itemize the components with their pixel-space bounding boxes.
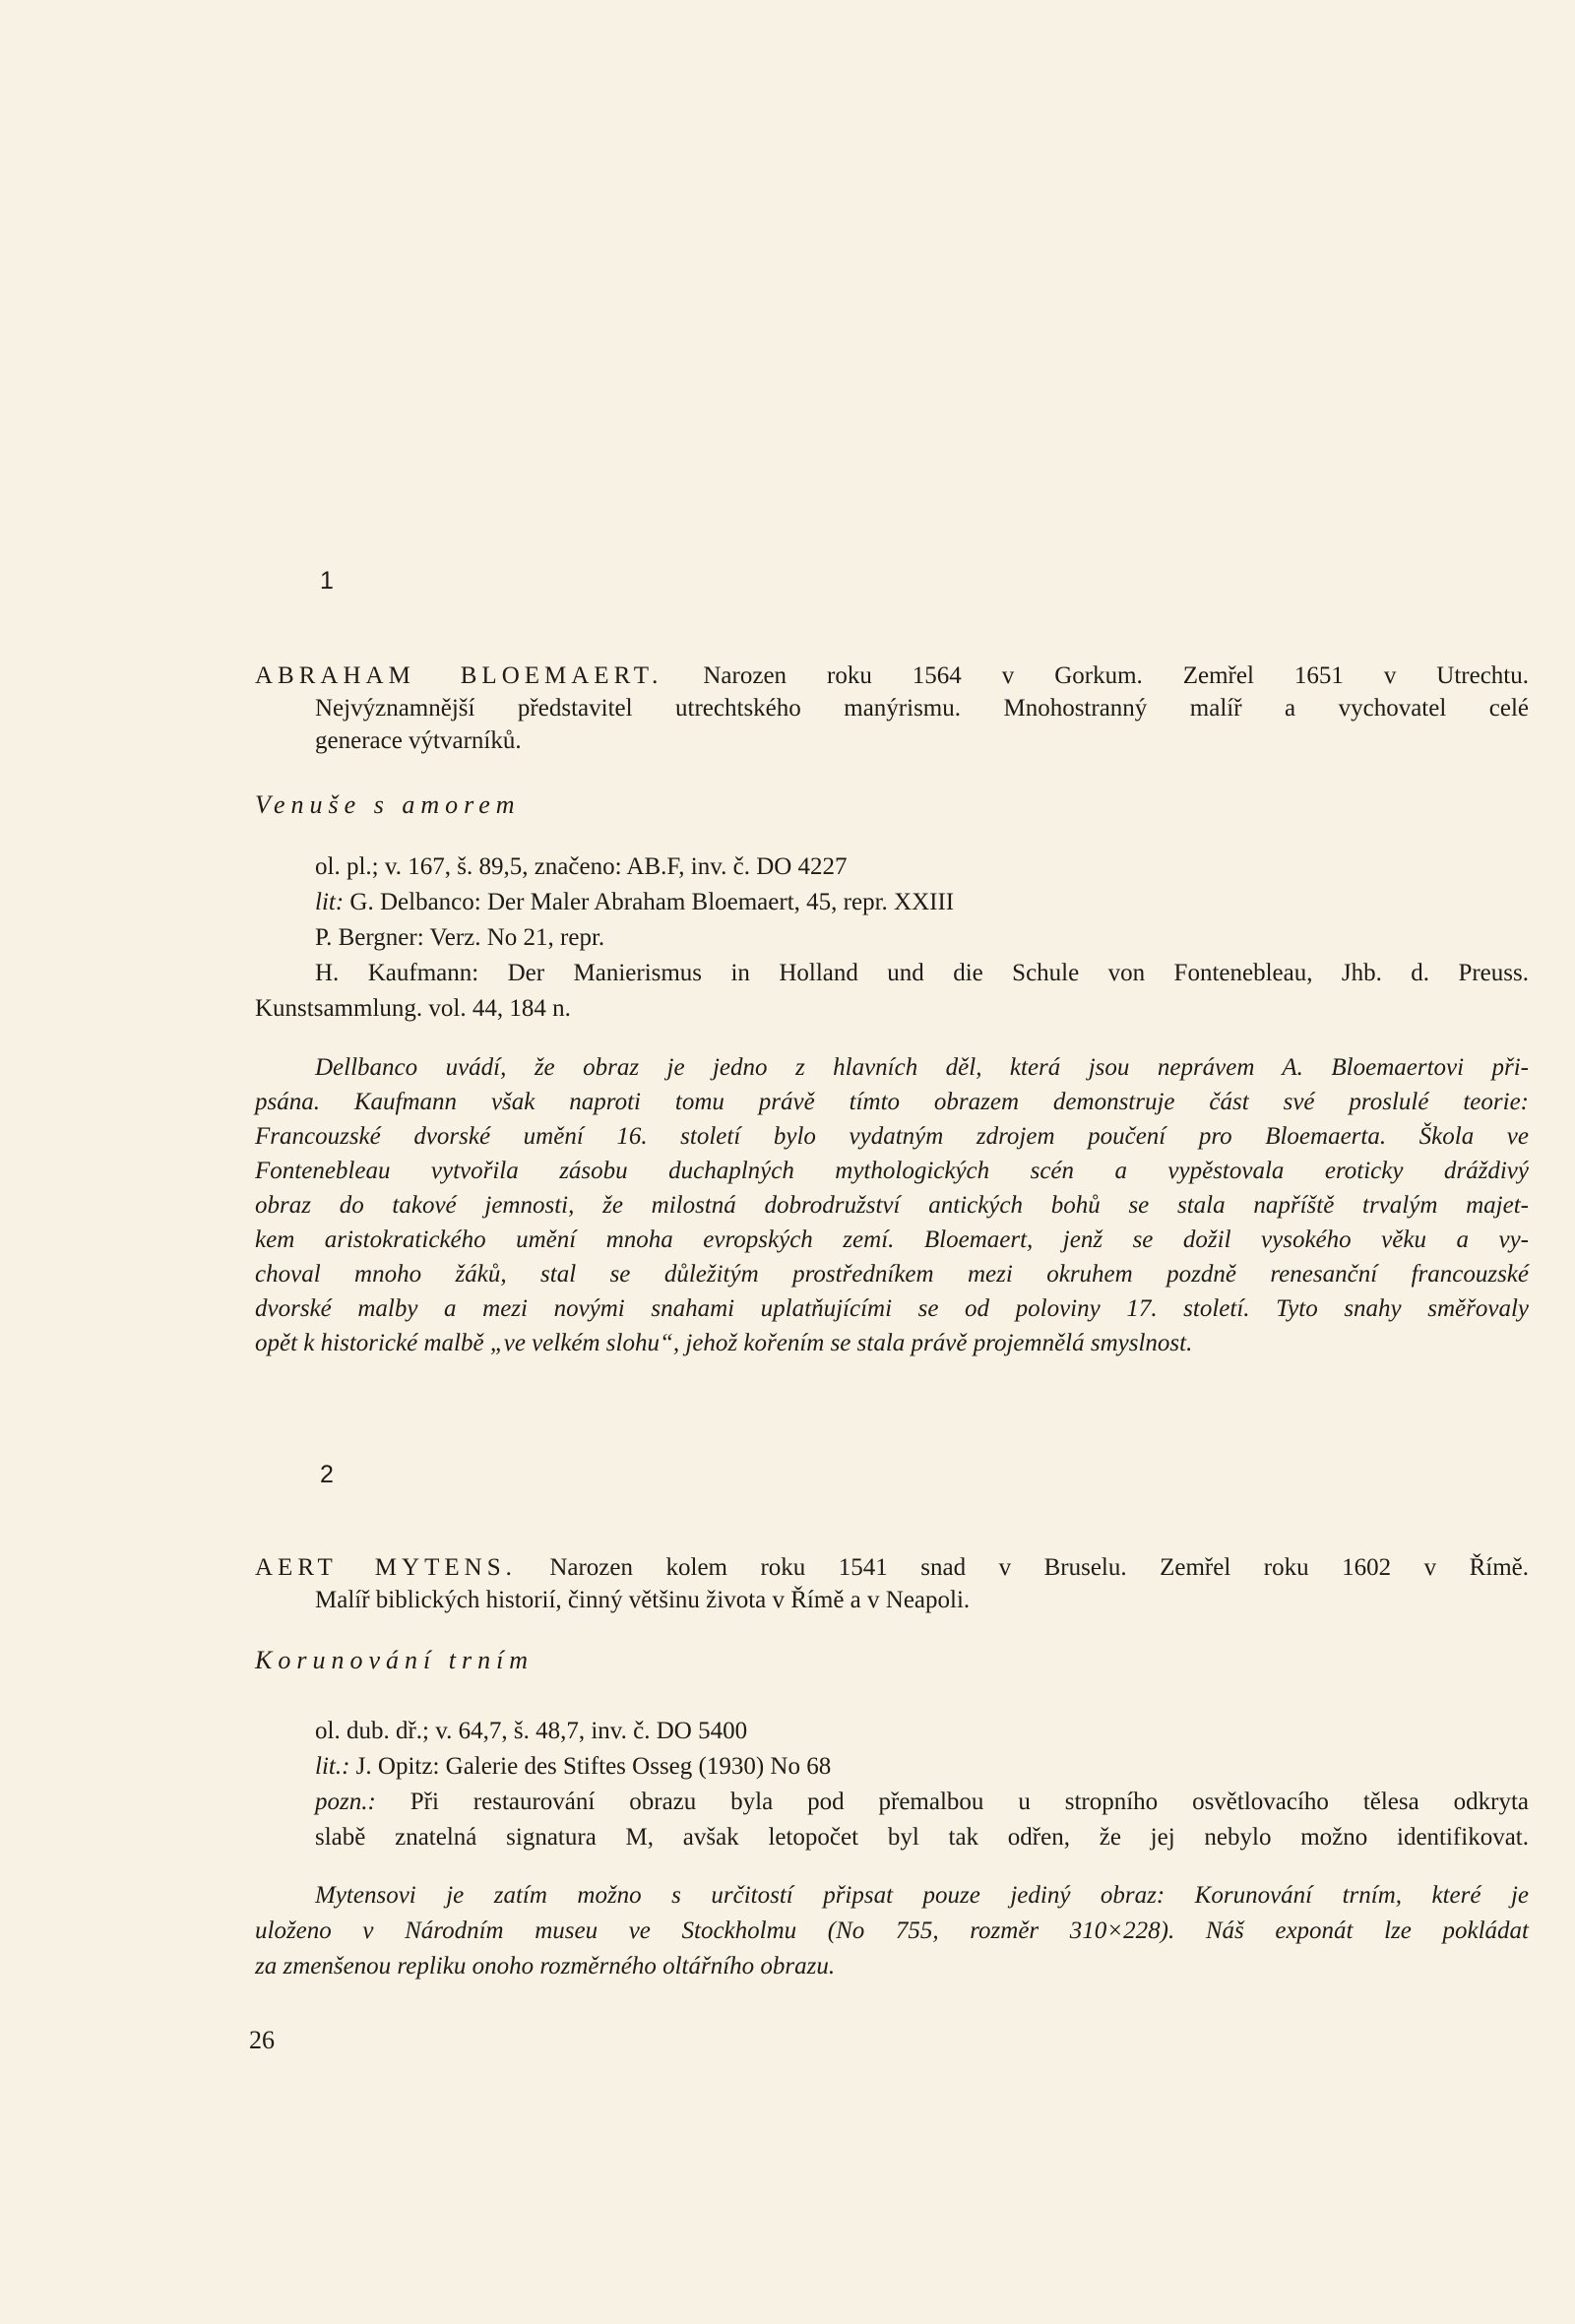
commentary-line: Dellbanco uvádí, že obraz je jedno z hlavních děl, která jsou neprávem A. Bloemaertovi při-	[315, 1054, 1529, 1081]
commentary-line: obraz do takové jemnosti, že milostná dobrodružství antických bohů se stala napříště trvalým majet-	[255, 1192, 1529, 1219]
commentary-line: Mytensovi je zatím možno s určitostí připsat pouze jediný obraz: Korunování trním, které je	[315, 1882, 1529, 1909]
detail-line	[255, 992, 1529, 1026]
detail-text: J. Opitz: Galerie des Stiftes Osseg (1930) No 68	[349, 1753, 832, 1780]
detail-text: G. Delbanco: Der Maler Abraham Bloemaert, 45, repr. XXIII	[344, 889, 955, 915]
detail-text: P. Bergner: Verz. No 21, repr.	[315, 924, 605, 951]
detail-line	[315, 886, 1529, 919]
artist-name: ABRAHAM BLOEMAERT.	[255, 662, 663, 689]
commentary-line: choval mnoho žáků, stal se důležitým prostředníkem mezi okruhem pozdně renesanční francouzské	[255, 1261, 1529, 1288]
commentary-line: uloženo v Národním museu ve Stockholmu (No 755, rozměr 310×228). Náš exponát lze pokládat	[255, 1917, 1529, 1944]
commentary-line: opět k historické malbě „ve velkém slohu“, jehož kořením se stala právě projemnělá smyslnost.	[255, 1330, 1193, 1356]
artist-name: AERT MYTENS.	[255, 1554, 517, 1581]
detail-text: slabě znatelná signatura M, avšak letopočet byl tak odřen, že jej nebylo možno identifikovat.	[315, 1824, 1529, 1851]
detail-label: pozn.:	[315, 1789, 376, 1815]
commentary-line: Fontenebleau vytvořila zásobu duchaplných mythologických scén a vypěstovala eroticky dráždivý	[255, 1158, 1529, 1184]
commentary-line: psána. Kaufmann však naproti tomu právě tímto obrazem demonstruje část své proslulé teorie:	[255, 1089, 1529, 1115]
bio-line: Nejvýznamnější představitel utrechtského manýrismu. Mnohostranný malíř a vychovatel celé	[315, 695, 1529, 722]
work-title: Venuše s amorem	[255, 790, 521, 819]
work-title: Korunování trním	[255, 1646, 535, 1674]
bio-text: Narozen kolem roku 1541 snad v Bruselu. Zemřel roku 1602 v Římě.	[516, 1554, 1529, 1581]
commentary-line: Francouzské dvorské umění 16. století bylo vydatným zdrojem poučení pro Bloemaerta. Škola ve	[255, 1123, 1529, 1150]
artist-heading	[255, 660, 1529, 693]
detail-line	[315, 1786, 1529, 1819]
detail-label: lit:	[315, 889, 345, 915]
bio-text: Narozen roku 1564 v Gorkum. Zemřel 1651 v Utrechtu.	[662, 662, 1529, 689]
artist-heading	[255, 1551, 1529, 1585]
detail-line	[315, 1750, 1529, 1784]
entry-number: 2	[320, 1461, 334, 1488]
detail-text: Při restaurování obrazu byla pod přemalbou u stropního osvětlovacího tělesa odkryta	[375, 1789, 1529, 1815]
detail-line	[315, 850, 1529, 884]
detail-label: lit.:	[315, 1753, 350, 1780]
detail-text: H. Kaufmann: Der Manierismus in Holland und die Schule von Fontenebleau, Jhb. d. Preuss.	[315, 960, 1529, 986]
commentary-line: kem aristokratického umění mnoha evropských zemí. Bloemaert, jenž se dožil vysokého věku a vy-	[255, 1226, 1529, 1253]
page-number: 26	[249, 2026, 275, 2054]
detail-text: ol. pl.; v. 167, š. 89,5, značeno: AB.F, inv. č. DO 4227	[315, 853, 848, 880]
bio-line: generace výtvarníků.	[315, 727, 522, 754]
entry-number: 1	[320, 567, 334, 595]
detail-text: Kunstsammlung. vol. 44, 184 n.	[255, 995, 571, 1022]
commentary-line: dvorské malby a mezi novými snahami uplatňujícími se od poloviny 17. století. Tyto snahy směřovaly	[255, 1295, 1529, 1322]
detail-line	[315, 957, 1529, 990]
commentary-line: za zmenšenou repliku onoho rozměrného oltářního obrazu.	[255, 1953, 836, 1979]
bio-line: Malíř biblických historií, činný většinu života v Římě a v Neapoli.	[315, 1587, 971, 1613]
detail-line	[315, 921, 1529, 955]
detail-line	[315, 1821, 1529, 1854]
detail-text: ol. dub. dř.; v. 64,7, š. 48,7, inv. č. DO 5400	[315, 1718, 748, 1744]
detail-line	[315, 1715, 1529, 1748]
